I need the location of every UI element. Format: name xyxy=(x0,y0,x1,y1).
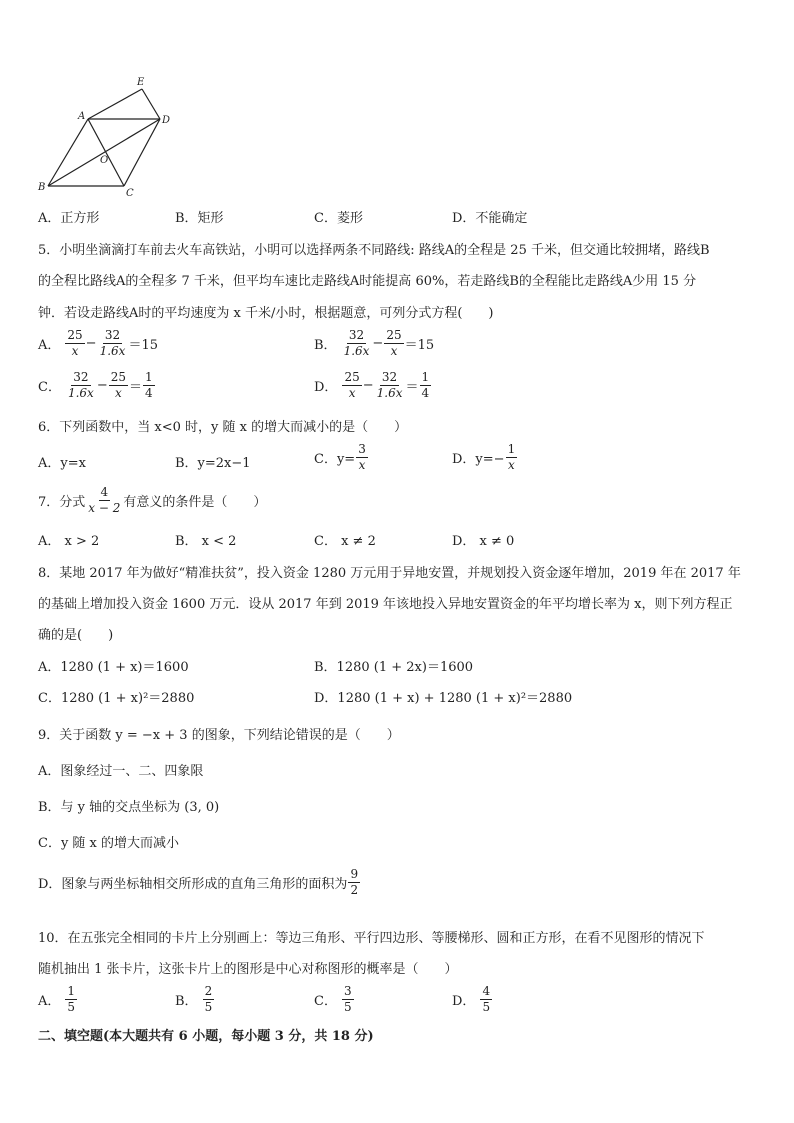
q10-option-a: A． $\frac{1}{5}$ xyxy=(38,984,76,1014)
q4-option-c: C．菱形 xyxy=(314,211,363,226)
q10-option-c: C． $\frac{3}{5}$ xyxy=(314,984,352,1014)
label-E: E xyxy=(137,77,145,88)
parallelogram-figure xyxy=(30,72,180,197)
q7-option-c: C． x ≠ 2 xyxy=(314,534,376,549)
section-2-title: 二、填空题(本大题共有 6 小题，每小题 3 分，共 18 分) xyxy=(38,1029,374,1044)
q9-stem: 9．关于函数 y = −x + 3 的图象，下列结论错误的是（ ） xyxy=(38,728,400,743)
q7-option-b: B． x < 2 xyxy=(175,534,237,549)
q8-option-c: C．1280 (1 + x)²＝2880 xyxy=(38,691,195,706)
q8-option-d: D．1280 (1 + x) + 1280 (1 + x)²＝2880 xyxy=(314,691,573,706)
q9-option-b: B．与 y 轴的交点坐标为 (3, 0) xyxy=(38,800,220,815)
label-C: C xyxy=(126,188,134,197)
q5-option-a: A． $\frac{25}{x}$ − $\frac{32}{1.6x}$ ＝15 xyxy=(38,328,158,358)
q5-line1: 5．小明坐滴滴打车前去火车高铁站，小明可以选择两条不同路线: 路线A的全程是 25 千米，但交通比较拥堵，路线B xyxy=(38,243,710,258)
q10-line1: 10．在五张完全相同的卡片上分别画上：等边三角形、平行四边形、等腰梯形、圆和正方形，在看不见图形的情况下 xyxy=(38,931,705,946)
q5-option-d: D． $\frac{25}{x}$ − $\frac{32}{1.6x}$ ＝ $\frac{1}{4}$ xyxy=(314,370,430,400)
q6-option-b: B．y=2x−1 xyxy=(175,456,251,471)
q4-option-d: D．不能确定 xyxy=(452,211,528,226)
q5-line2: 的全程比路线A的全程多 7 千米，但平均车速比走路线A时能提高 60%，若走路线B的全程能比走路线A少用 15 分 xyxy=(38,274,697,289)
q7-stem: 7．分式 $\frac{4}{x - 2}$ 有意义的条件是（ ） xyxy=(38,485,267,515)
q9-option-c: C．y 随 x 的增大而减小 xyxy=(38,836,180,851)
q10-option-b: B． $\frac{2}{5}$ xyxy=(175,984,213,1014)
q7-option-d: D． x ≠ 0 xyxy=(452,534,515,549)
q8-option-a: A．1280 (1 + x)＝1600 xyxy=(38,660,189,675)
label-D: D xyxy=(162,115,171,126)
q10-line2: 随机抽出 1 张卡片，这张卡片上的图形是中心对称图形的概率是（ ） xyxy=(38,962,458,977)
q6-stem: 6．下列函数中，当 x<0 时，y 随 x 的增大而减小的是（ ） xyxy=(38,420,408,435)
q8-line2: 的基础上增加投入资金 1600 万元．设从 2017 年到 2019 年该地投入异地安置资金的年平均增长率为 x，则下列方程正 xyxy=(38,597,733,612)
q9-option-a: A．图象经过一、二、四象限 xyxy=(38,764,204,779)
q8-line3: 确的是( ) xyxy=(38,628,114,643)
q10-option-d: D． $\frac{4}{5}$ xyxy=(452,984,491,1014)
q5-line3: 钟．若设走路线A时的平均速度为 x 千米/小时，根据题意，可列分式方程( ) xyxy=(38,306,494,321)
label-A: A xyxy=(78,111,86,122)
q8-option-b: B．1280 (1 + 2x)＝1600 xyxy=(314,660,474,675)
q6-option-a: A．y=x xyxy=(38,456,86,471)
label-O: O xyxy=(100,155,109,166)
q6-option-c: C．y= $\frac{3}{x}$ xyxy=(314,442,366,472)
q6-option-d: D．y=− $\frac{1}{x}$ xyxy=(452,442,516,472)
q5-option-b: B． $\frac{32}{1.6x}$ − $\frac{25}{x}$ ＝15 xyxy=(314,328,435,358)
q4-option-b: B．矩形 xyxy=(175,211,224,226)
q7-option-a: A． x > 2 xyxy=(38,534,100,549)
q9-option-d: D．图象与两坐标轴相交所形成的直角三角形的面积为 $\frac{9}{2}$ xyxy=(38,867,359,897)
label-B: B xyxy=(38,182,46,193)
q8-line1: 8．某地 2017 年为做好“精准扶贫”，投入资金 1280 万元用于异地安置，并规划投入资金逐年增加，2019 年在 2017 年 xyxy=(38,566,741,581)
q5-option-c: C． $\frac{32}{1.6x}$ − $\frac{25}{x}$ ＝ $\frac{1}{4}$ xyxy=(38,370,153,400)
q4-option-a: A．正方形 xyxy=(38,211,100,226)
